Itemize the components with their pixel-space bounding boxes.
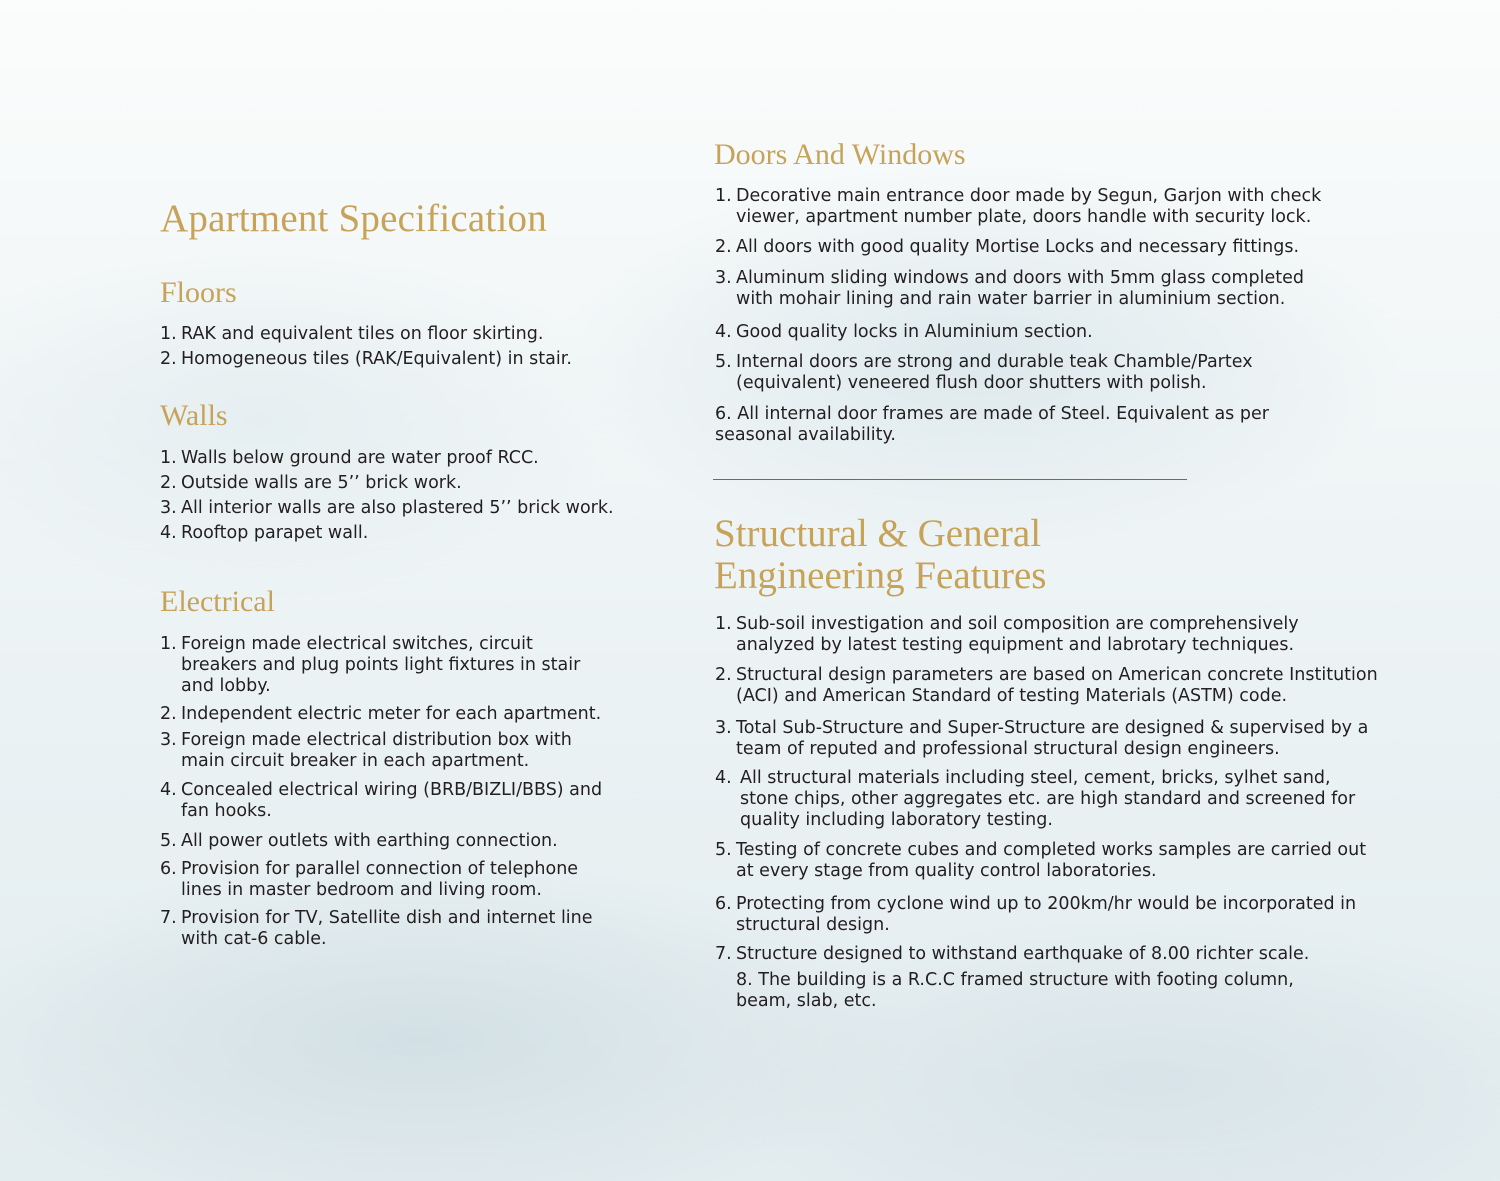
doors-windows-list xyxy=(715,186,1335,446)
list-item: 2. Independent electric meter for each apartment. xyxy=(160,704,602,724)
list-item: 4. Concealed electrical wiring (BRB/BIZLI/BBS) and fan hooks. xyxy=(160,780,603,821)
list-item: 2. Homogeneous tiles (RAK/Equivalent) in stair. xyxy=(160,349,572,369)
list-item: 1. RAK and equivalent tiles on floor skirting. xyxy=(160,324,544,344)
list-item: 4. All structural materials including steel, cement, bricks, sylhet sand, stone chips, other aggregates etc. are high standard and screened for quality including laboratory testing. xyxy=(715,768,1356,830)
list-item: 2. Outside walls are 5’’ brick work. xyxy=(160,473,462,493)
list-item: 1. Walls below ground are water proof RCC. xyxy=(160,448,539,468)
list-item: 3. Aluminum sliding windows and doors with 5mm glass completed with mohair lining and rain water barrier in aluminium section. xyxy=(715,268,1304,309)
list-item: 6. All internal door frames are made of Steel. Equivalent as per seasonal availability. xyxy=(715,404,1269,445)
list-item: 6. Protecting from cyclone wind up to 200km/hr would be incorporated in structural design. xyxy=(715,894,1357,935)
electrical-list xyxy=(160,634,605,950)
section-divider xyxy=(713,479,1187,480)
structural-list xyxy=(715,614,1380,1012)
list-item: 6. Provision for parallel connection of telephone lines in master bedroom and living room. xyxy=(160,859,579,900)
electrical-heading: Electrical xyxy=(160,585,275,618)
list-item: 3. Foreign made electrical distribution box with main circuit breaker in each apartment. xyxy=(160,730,572,771)
doors-windows-heading: Doors And Windows xyxy=(714,138,966,171)
list-item: 3. All interior walls are also plastered 5’’ brick work. xyxy=(160,498,614,518)
list-item: 5. Testing of concrete cubes and completed works samples are carried out at every stage from quality control laboratories. xyxy=(715,840,1367,881)
floors-heading: Floors xyxy=(160,276,237,309)
list-item: 1. Sub-soil investigation and soil composition are comprehensively analyzed by latest testing equipment and labrotary techniques. xyxy=(715,614,1299,655)
list-item: 4. Rooftop parapet wall. xyxy=(160,523,369,543)
list-item: 2. All doors with good quality Mortise Locks and necessary fittings. xyxy=(715,237,1300,257)
list-item: 8. The building is a R.C.C framed structure with footing column, beam, slab, etc. xyxy=(736,970,1294,1011)
list-item: 1. Decorative main entrance door made by Segun, Garjon with check viewer, apartment number plate, doors handle with security lock. xyxy=(715,186,1322,227)
list-item: 3. Total Sub-Structure and Super-Structure are designed & supervised by a team of reputed and professional structural design engineers. xyxy=(715,718,1369,759)
list-item: 5. All power outlets with earthing connection. xyxy=(160,831,558,851)
list-item: 5. Internal doors are strong and durable teak Chamble/Partex (equivalent) veneered flush door shutters with polish. xyxy=(715,352,1253,393)
structural-heading: Structural & General Engineering Features xyxy=(714,512,1047,597)
list-item: 1. Foreign made electrical switches, circuit breakers and plug points light fixtures in stair and lobby. xyxy=(160,634,581,696)
walls-list xyxy=(160,448,620,544)
list-item: 7. Structure designed to withstand earthquake of 8.00 richter scale. xyxy=(715,944,1310,964)
list-item: 2. Structural design parameters are based on American concrete Institution (ACI) and American Standard of testing Materials (ASTM) code. xyxy=(715,665,1378,706)
page-title: Apartment Specification xyxy=(160,197,547,240)
floors-list xyxy=(160,324,620,370)
list-item: 7. Provision for TV, Satellite dish and internet line with cat-6 cable. xyxy=(160,908,593,949)
list-item: 4. Good quality locks in Aluminium section. xyxy=(715,322,1093,342)
walls-heading: Walls xyxy=(160,399,228,432)
